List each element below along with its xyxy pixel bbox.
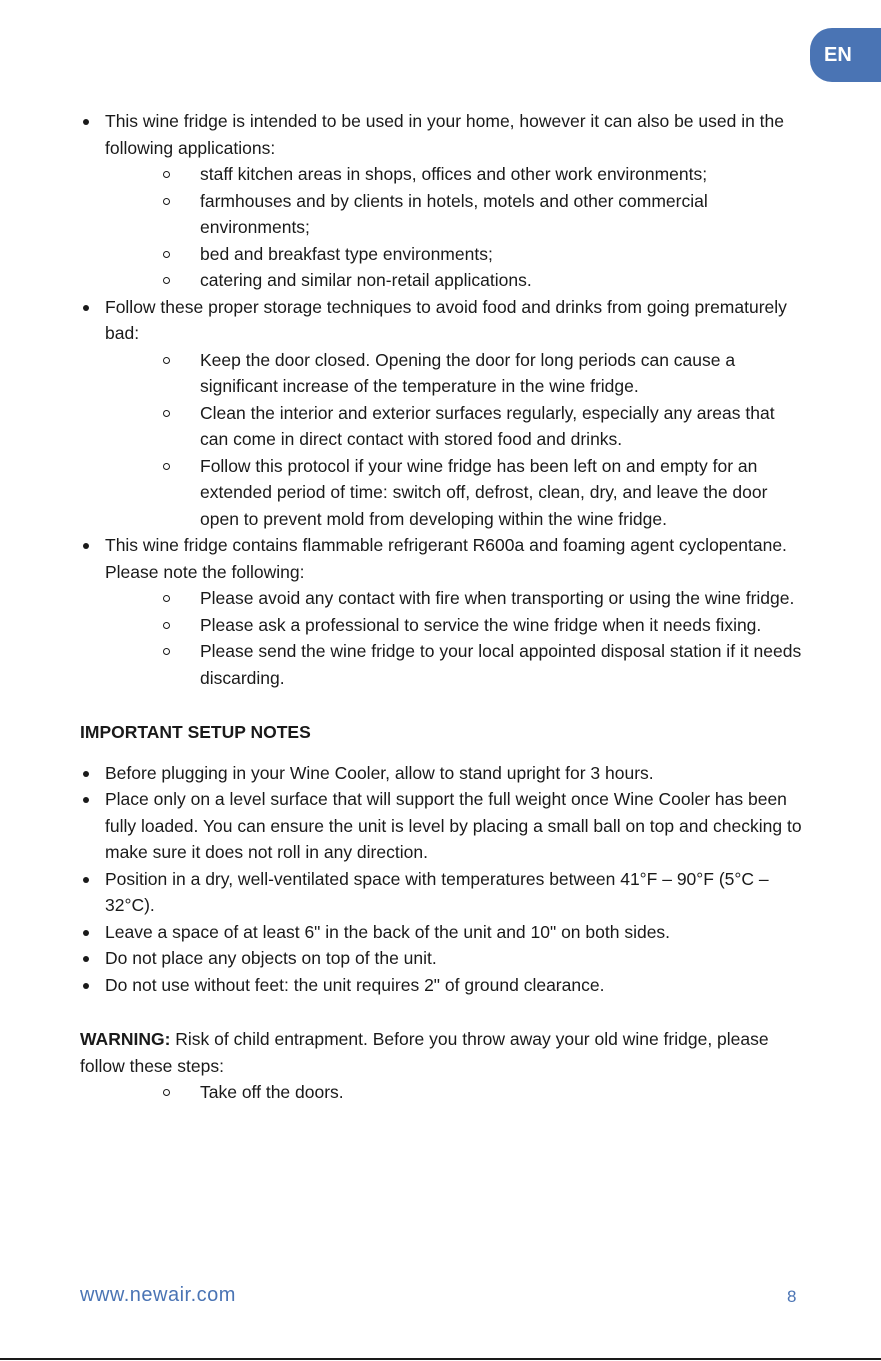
bullet-item: This wine fridge is intended to be used in your home, however it can also be used in the following applications: <box>80 108 805 161</box>
bullet-item: Do not place any objects on top of the unit. <box>80 945 805 972</box>
bullet-item: This wine fridge contains flammable refrigerant R600a and foaming agent cyclopentane. Please note the following: <box>80 532 805 585</box>
bullet-item: Follow these proper storage techniques to avoid food and drinks from going prematurely bad: <box>80 294 805 347</box>
bullet-list-setup <box>80 760 805 999</box>
sub-bullet-item: Please ask a professional to service the wine fridge when it needs fixing. <box>80 612 805 639</box>
language-tab[interactable]: EN <box>810 28 881 82</box>
sub-bullet-item: bed and breakfast type environments; <box>80 241 805 268</box>
sub-bullet-item: catering and similar non-retail applications. <box>80 267 805 294</box>
bottom-divider <box>0 1358 881 1360</box>
sub-bullet-item: Please avoid any contact with fire when transporting or using the wine fridge. <box>80 585 805 612</box>
bullet-item: Before plugging in your Wine Cooler, allow to stand upright for 3 hours. <box>80 760 805 787</box>
bullet-item: Place only on a level surface that will support the full weight once Wine Cooler has been fully loaded. You can ensure the unit is level by placing a small ball on top and checking to make sure it does not roll in any direction. <box>80 786 805 866</box>
sub-bullet-item: Follow this protocol if your wine fridge has been left on and empty for an extended period of time: switch off, defrost, clean, dry, and leave the door open to prevent mold from developing within the wine fridge. <box>80 453 805 533</box>
warning-paragraph <box>80 1026 805 1079</box>
bullet-item: Do not use without feet: the unit requires 2" of ground clearance. <box>80 972 805 999</box>
sub-bullet-item: Please send the wine fridge to your local appointed disposal station if it needs discarding. <box>80 638 805 691</box>
bullet-item: Position in a dry, well-ventilated space with temperatures between 41°F – 90°F (5°C – 32°C). <box>80 866 805 919</box>
section-heading: IMPORTANT SETUP NOTES <box>80 722 311 742</box>
sub-bullet-item: farmhouses and by clients in hotels, motels and other commercial environments; <box>80 188 805 241</box>
bullet-item: Leave a space of at least 6" in the back of the unit and 10" on both sides. <box>80 919 805 946</box>
page-number: 8 <box>787 1287 797 1306</box>
footer-website-link[interactable]: www.newair.com <box>80 1284 236 1306</box>
warning-text: Risk of child entrapment. Before you throw away your old wine fridge, please follow these steps: <box>80 1029 769 1076</box>
sub-bullet-item: Clean the interior and exterior surfaces regularly, especially any areas that can come in direct contact with stored food and drinks. <box>80 400 805 453</box>
sub-bullet-item: Take off the doors. <box>80 1079 805 1106</box>
bullet-list-safety <box>80 108 805 691</box>
sub-bullet-item: staff kitchen areas in shops, offices and other work environments; <box>80 161 805 188</box>
sub-bullet-item: Keep the door closed. Opening the door for long periods can cause a significant increase of the temperature in the wine fridge. <box>80 347 805 400</box>
warning-label: WARNING: <box>80 1029 171 1049</box>
page-content <box>80 108 805 1106</box>
